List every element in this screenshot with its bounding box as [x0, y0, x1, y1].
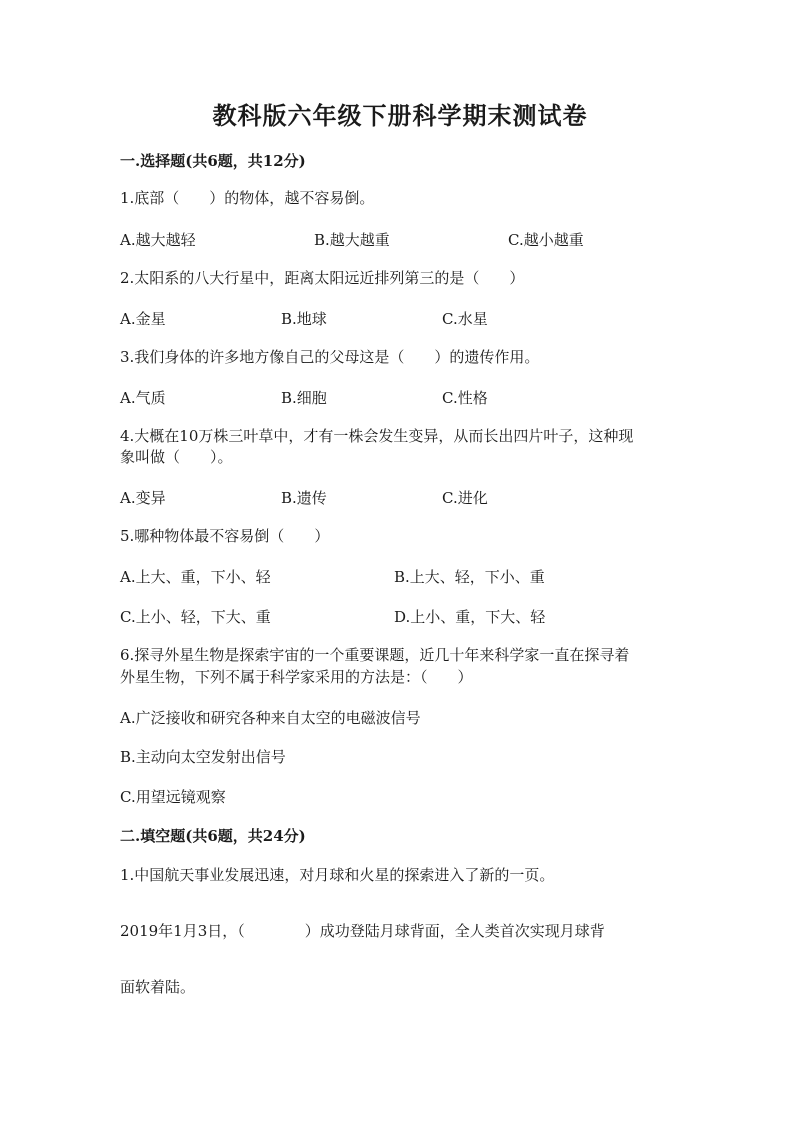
question-1-option-c: C.越小越重 — [508, 231, 584, 249]
question-3-option-b: B.细胞 — [281, 389, 327, 407]
question-4-option-b: B.遗传 — [281, 489, 327, 507]
question-5-stem: 5.哪种物体最不容易倒（ ） — [120, 527, 330, 545]
question-2-option-a: A.金星 — [120, 310, 166, 328]
question-1-option-b: B.越大越重 — [314, 231, 390, 249]
question-3-option-c: C.性格 — [442, 389, 488, 407]
question-3-stem: 3.我们身体的许多地方像自己的父母这是（ ）的遗传作用。 — [120, 348, 540, 366]
question-4-stem-line2: 象叫做（ ）。 — [120, 448, 233, 466]
question-5-option-d: D.上小、重，下大、轻 — [394, 608, 546, 626]
question-2-option-b: B.地球 — [281, 310, 327, 328]
question-6-stem-line2: 外星生物，下列不属于科学家采用的方法是：（ ） — [120, 668, 473, 686]
question-1-stem: 1.底部（ ）的物体，越不容易倒。 — [120, 189, 375, 207]
question-2-option-c: C.水星 — [442, 310, 488, 328]
fill-question-1-line3: 面软着陆。 — [120, 978, 196, 996]
fill-question-1-line2: 2019年1月3日，（ ）成功登陆月球背面，全人类首次实现月球背 — [120, 922, 605, 940]
question-6-option-a: A.广泛接收和研究各种来自太空的电磁波信号 — [120, 709, 421, 727]
question-5-option-a: A.上大、重，下小、轻 — [120, 568, 271, 586]
question-3-option-a: A.气质 — [120, 389, 166, 407]
question-4-option-c: C.进化 — [442, 489, 488, 507]
exam-title: 教科版六年级下册科学期末测试卷 — [212, 101, 588, 130]
fill-question-1-line1: 1.中国航天事业发展迅速，对月球和火星的探索进入了新的一页。 — [120, 866, 555, 884]
question-4-option-a: A.变异 — [120, 489, 166, 507]
question-6-option-c: C.用望远镜观察 — [120, 788, 226, 806]
question-6-stem-line1: 6.探寻外星生物是探索宇宙的一个重要课题，近几十年来科学家一直在探寻着 — [120, 646, 630, 664]
question-6-option-b: B.主动向太空发射出信号 — [120, 748, 286, 766]
section-heading-fill-in: 二.填空题(共6题，共24分) — [120, 827, 306, 845]
question-2-stem: 2.太阳系的八大行星中，距离太阳远近排列第三的是（ ） — [120, 269, 525, 287]
question-5-option-b: B.上大、轻，下小、重 — [394, 568, 545, 586]
question-1-option-a: A.越大越轻 — [120, 231, 196, 249]
question-4-stem-line1: 4.大概在10万株三叶草中，才有一株会发生变异，从而长出四片叶子，这种现 — [120, 427, 634, 445]
section-heading-multiple-choice: 一.选择题(共6题，共12分) — [120, 152, 306, 170]
question-5-option-c: C.上小、轻，下大、重 — [120, 608, 271, 626]
